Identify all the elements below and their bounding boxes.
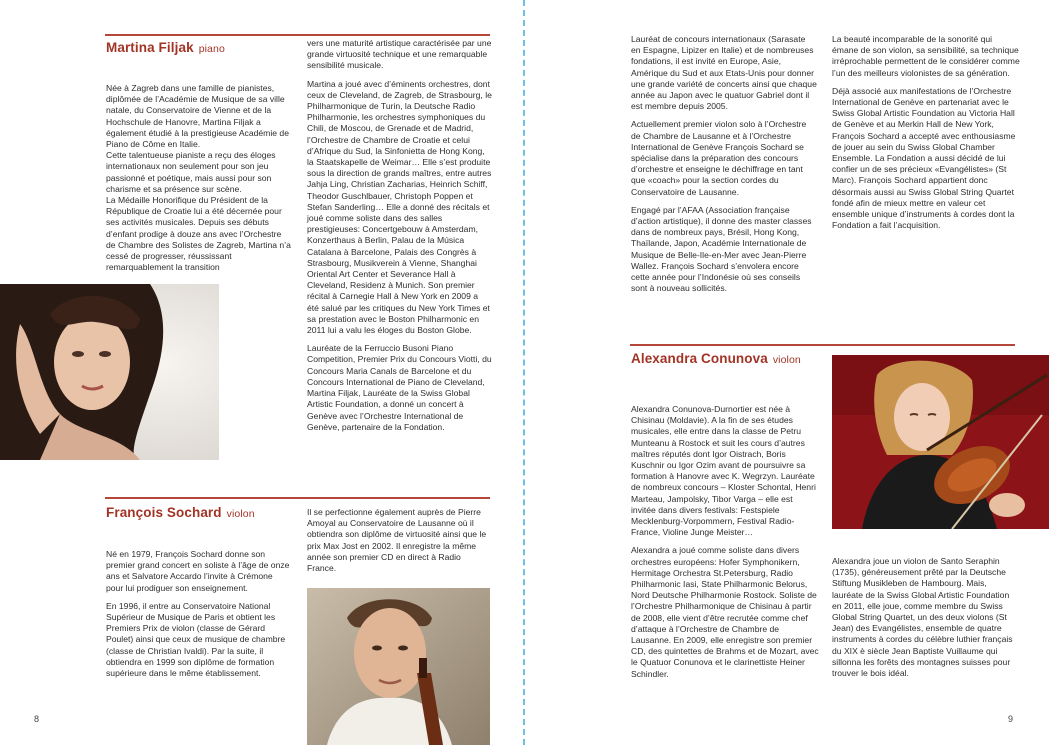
alexandra-col1-p1: Alexandra Conunova-Durnortier est née à Chisinau (Moldavie). A la fin de ses études musicales, elle entre dans la classe de Petru Munteanu à Rostock et suit les cours d’autres maîtres réputés dont Igor Oistrach, Boris Kuschnir ou Igor Ozim avant de poursuivre sa formation à Hanovre avec K. Wegrzyn. Lauréate de nombreux concours – Kloster Schontal, Henri Marteau, Jampolsky, Tibor Varga – elle est invitée dans divers festivals: Festspiele Mecklenburg-Vorpommern, Festival Radio-France, Violine Junge Meister… [631,404,816,538]
francois-cont-col-2 [832,34,1020,238]
page-fold-divider [523,0,525,745]
martina-col2-p3: Lauréate de la Ferruccio Busoni Piano Competition, Premier Prix du Concours Viotti, du Concours Maria Canals de Barcelone et du Concours International de Piano de Cleveland, Martina Filjak, Lauréate de la Swiss Global Artistic Foundation, a donné un concert à Genève avec l’Orchestre International de Genève, partenaire de la Fondation. [307,343,492,432]
alexandra-name: Alexandra Conunova [631,351,768,366]
francois-col2-p1: Il se perfectionne également auprès de Pierre Amoyal au Conservatoire de Lausanne où il obtiendra son diplôme de virtuosité ainsi que le prix Max Jost en 2002. Il enregistre la même année son premier CD en direct à Radio France. [307,507,487,574]
martina-rule [105,34,490,36]
martina-col1-p1: Née à Zagreb dans une famille de pianistes, diplômée de l’Académie de Musique de sa ville natale, du Conservatoire de Vienne et de la Hochschule de Hanovre, Martina Filjak a également étudié à la prestigieuse Académie de Piano de Côme en Italie. [106,83,289,150]
francois-cont-col1-p3: Engagé par l’AFAA (Association française d’action artistique), il donne des master classes dans de nombreux pays, Brésil, Hong Kong, Thaïlande, Japon, Académie Internationale de Musique de Belle-Ile-en-Mer avec Jean-Pierre Wallez. François Sochard s’envolera encore cette année pour l’Indonésie où ses conseils sont à nouveau sollicités. [631,204,812,294]
francois-rule [105,497,490,499]
alexandra-col2-p1: Alexandra joue un violon de Santo Seraphin (1735), généreusement prêté par la Deutsche Stiftung Musikleben de Hambourg. Mais, lauréate de la Swiss Global Artistic Foundation en 2011, elle joue, comme membre du Swiss Global String Quartet, un des deux violons (St Jean) des Evangélistes, ensemble de quatre instruments à cordes du célèbre luthier français du XIX è siècle Jean Baptiste Vuillaume qui sillonna les forêts des montagnes suisses pour trouver le bois idéal. [832,556,1013,679]
martina-col-2 [307,38,492,440]
francois-cont-col1-p1: Lauréat de concours internationaux (Sarasate en Espagne, Lipizer en Italie) et de nombreuses fondations, il est invité en Europe, Asie, Amérique du Sud et aux Etats-Unis pour donner une grande variété de concerts ainsi que chaque année au Japon avec le quatuor Gabriel dont il est membre depuis 2005. [631,34,817,112]
francois-name: François Sochard [106,505,222,520]
francois-col1-p2: En 1996, il entre au Conservatoire National Supérieur de Musique de Paris et obtient les Premiers Prix de violon (classe de Gérard Poulet) ainsi que ceux de musique de chambre (classe de Christian Ivaldi). Par la suite, il obtiendra en 1999 son diplôme de formation supérieure dans le même établissement. [106,600,286,679]
francois-col1-p1: Né en 1979, François Sochard donne son premier grand concert en soliste à l’âge de onze ans et Salvatore Accardo l’invite à Crémone pour lui prodiguer son enseignement. [106,549,290,593]
martina-col2-p2: Martina a joué avec d’éminents orchestres, dont ceux de Cleveland, de Zagreb, de Strasbourg, le Philharmonique de Turin, la Deutsche Radio Philharmonie, les orchestres symphoniques du Chili, de Moscou, de Grenade et de Madrid, l’Orchestre de Chambre de Croatie et celui d’Afrique du Sud, la Sinfonietta de Hong Kong, la Staatskapelle de Weimar… Elle s’est produite sous la direction de grands maîtres, entre autres Jahja Ling, Christian Zacharias, Heinrich Schiff, Theodor Guschlbauer, Christoph Poppen et Stefan Sanderling… Elle a donné des récitals et joué comme soliste dans des salles prestigieuses: Concertgebouw à Amsterdam, Konzerthaus à Berlin, Palau de la Música Catalana à Barcelone, Palais des Congrès à Strasbourg, Musikverein à Vienne, Shanghai Oriental Art Center et Severance Hall à Cleveland, Residenz à Munich. Son premier récital à Carnegie Hall à New York en 2009 a été salué par les critiques du New York Times et sa prestation avec le Boston Philharmonic en 2011 lui a valu les éloges du Boston Globe. [307,78,492,336]
alexandra-col-1 [631,404,819,687]
martina-col1-p2: Cette talentueuse pianiste a reçu des éloges internationaux non seulement pour son jeu passionné et poétique, mais aussi pour son charisme et sa présence sur scène. [106,150,276,194]
francois-cont-col2-p1: La beauté incomparable de la sonorité qui émane de son violon, sa sensibilité, sa technique irréprochable permettent de le considérer comme l’un des meilleurs violonistes de sa génération. [832,34,1020,78]
francois-cont-col1-p2: Actuellement premier violon solo à l’Orchestre de Chambre de Lausanne et à l’Orchestre International de Genève François Sochard se spécialise dans la préparation des concours d’orchestre et enseigne le déchiffrage en tant que «coach» pour la section cordes du Conservatoire de Lausanne. [631,119,807,197]
francois-col-1 [106,549,292,686]
francois-cont-col-1 [631,34,817,301]
martina-portrait-photo [0,284,219,460]
page-number-right: 9 [1008,714,1014,724]
francois-col-2 [307,507,492,581]
alexandra-role: violon [772,354,801,366]
martina-heading [106,40,225,55]
page-number-left: 8 [34,714,40,724]
martina-col1-p3: La Médaille Honorifique du Président de la République de Croatie lui a été décernée pour ses activités musicales. Depuis ses débuts d’enfant prodige à douze ans avec l’Orchestre de Chambre des Solistes de Zagreb, Martina n’a cessé de progresser, réussissant remarquablement la transition [106,195,291,273]
alexandra-portrait-photo [832,355,1049,529]
francois-cont-col2-p2: Déjà associé aux manifestations de l’Orchestre International de Genève en partenariat avec le Swiss Global Artistic Foundation au Victoria Hall de Genève et au Merkin Hall de New York, François Sochard a accepté avec enthousiasme de jouer au sein du Swiss Global Chamber Ensemble. La Fondation a aussi décidé de lui confier un de ses précieux «Evangélistes» (St Marc). François Sochard appartient donc désormais aussi au Swiss Global String Quartet fondé afin de mieux mettre en valeur cet ensemble unique d’instruments à cordes dont la Fondation a fait l’acquisition. [832,85,1016,231]
alexandra-col-2 [832,556,1020,686]
alexandra-heading [631,351,801,366]
alexandra-col1-p2: Alexandra a joué comme soliste dans divers orchestres européens: Hofer Symphonikern, Hermitage Orchestra St.Petersburg, Radio Philharmonic Iasi, State Philharmonic Belorus, Nord Deutsche Philharmonie Rostock. Soliste de l’Orchestre Philharmonique de Chisinau à partir de 2008, elle vient d’être recrutée comme chef d’attaque à l’Orchestre de Chambre de Lausanne. En 2009, elle enregistre son premier CD, des quintettes de Brahms et de Mozart, avec le Quatuor Conunova et le clarinettiste Heiner Schindler. [631,545,819,679]
francois-portrait-photo [307,588,490,745]
martina-name: Martina Filjak [106,40,194,55]
alexandra-rule [630,344,1015,346]
francois-role: violon [226,508,255,520]
martina-col2-p1: vers une maturité artistique caractérisée par une grande virtuosité technique et une remarquable sensibilité musicale. [307,38,492,71]
francois-heading [106,505,255,520]
martina-role: piano [198,43,225,55]
martina-col-1 [106,83,292,273]
